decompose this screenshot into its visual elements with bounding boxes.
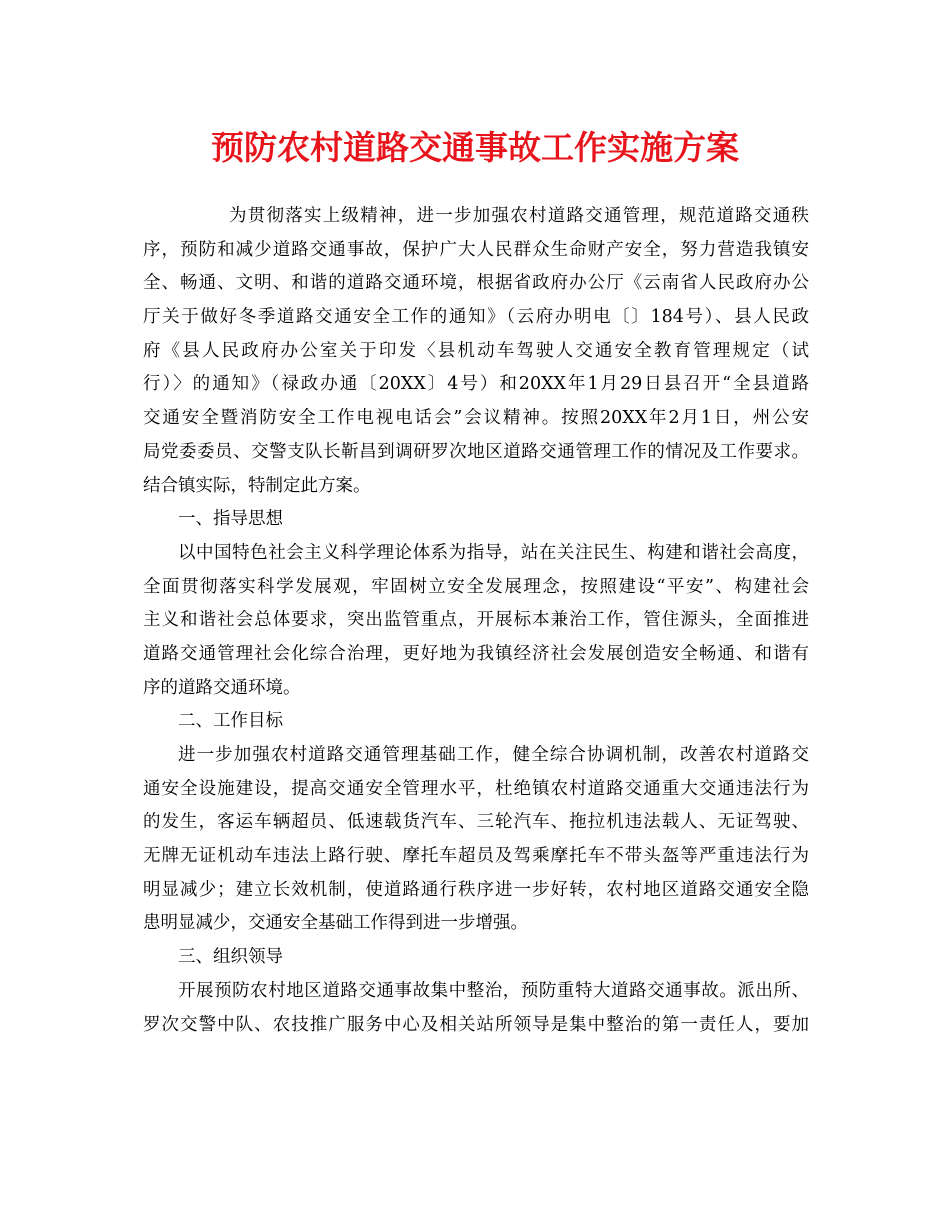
- paragraph-line: 罗次交警中队、农技推广服务中心及相关站所领导是集中整治的第一责任人，要加: [143, 1014, 809, 1035]
- paragraph-line: 为贯彻落实上级精神，进一步加强农村道路交通管理，规范道路交通秩: [229, 206, 809, 226]
- paragraph-line: 以中国特色社会主义科学理论体系为指导，站在关注民生、构建和谐社会高度，: [178, 542, 809, 563]
- paragraph-line: 全、畅通、文明、和谐的道路交通环境，根据省政府办公厅《云南省人民政府办公: [143, 273, 809, 294]
- paragraph-line: 府《县人民政府办公室关于印发〈县机动车驾驶人交通安全教育管理规定（试: [143, 340, 809, 361]
- paragraph-line: 行）〉的通知》（禄政办通〔20XX〕4号）和20XX年1月29日县召开“全县道路: [143, 374, 809, 395]
- paragraph-line: 序，预防和减少道路交通事故，保护广大人民群众生命财产安全，努力营造我镇安: [143, 239, 809, 260]
- paragraph-line: 明显减少；建立长效机制，使道路通行秩序进一步好转，农村地区道路交通安全隐: [143, 879, 809, 900]
- paragraph-line: 主义和谐社会总体要求，突出监管重点，开展标本兼治工作，管住源头，全面推进: [143, 610, 809, 631]
- section-heading: 三、组织领导: [178, 947, 283, 968]
- paragraph-line: 通安全设施建设，提高交通安全管理水平，杜绝镇农村道路交通重大交通违法行为: [143, 778, 809, 799]
- section-heading: 一、指导思想: [178, 509, 283, 530]
- paragraph-line: 无牌无证机动车违法上路行驶、摩托车超员及驾乘摩托车不带头盔等严重违法行为: [143, 846, 809, 867]
- section-heading: 二、工作目标: [178, 711, 283, 732]
- paragraph-line: 患明显减少，交通安全基础工作得到进一步增强。: [143, 913, 528, 934]
- paragraph-line: 厅关于做好冬季道路交通安全工作的通知》（云府办明电〔〕184号）、县人民政: [143, 307, 809, 328]
- document-title: 预防农村道路交通事故工作实施方案: [211, 128, 739, 167]
- paragraph-line: 进一步加强农村道路交通管理基础工作，健全综合协调机制，改善农村道路交: [178, 745, 809, 765]
- paragraph-line: 序的道路交通环境。: [143, 677, 301, 698]
- paragraph-line: 开展预防农村地区道路交通事故集中整治，预防重特大道路交通事故。派出所、: [178, 980, 809, 1001]
- paragraph-line: 局党委委员、交警支队长靳昌到调研罗次地区道路交通管理工作的情况及工作要求。: [143, 441, 809, 462]
- paragraph-line: 的发生，客运车辆超员、低速载货汽车、三轮汽车、拖拉机违法载人、无证驾驶、: [143, 812, 809, 833]
- document-body: [143, 200, 809, 1042]
- paragraph-line: 结合镇实际，特制定此方案。: [143, 475, 371, 496]
- paragraph-line: 道路交通管理社会化综合治理，更好地为我镇经济社会发展创造安全畅通、和谐有: [143, 643, 809, 664]
- paragraph-line: 全面贯彻落实科学发展观，牢固树立安全发展理念，按照建设“平安”、构建社会: [143, 576, 809, 597]
- paragraph-line: 交通安全暨消防安全工作电视电话会”会议精神。按照20XX年2月1日，州公安: [143, 408, 809, 429]
